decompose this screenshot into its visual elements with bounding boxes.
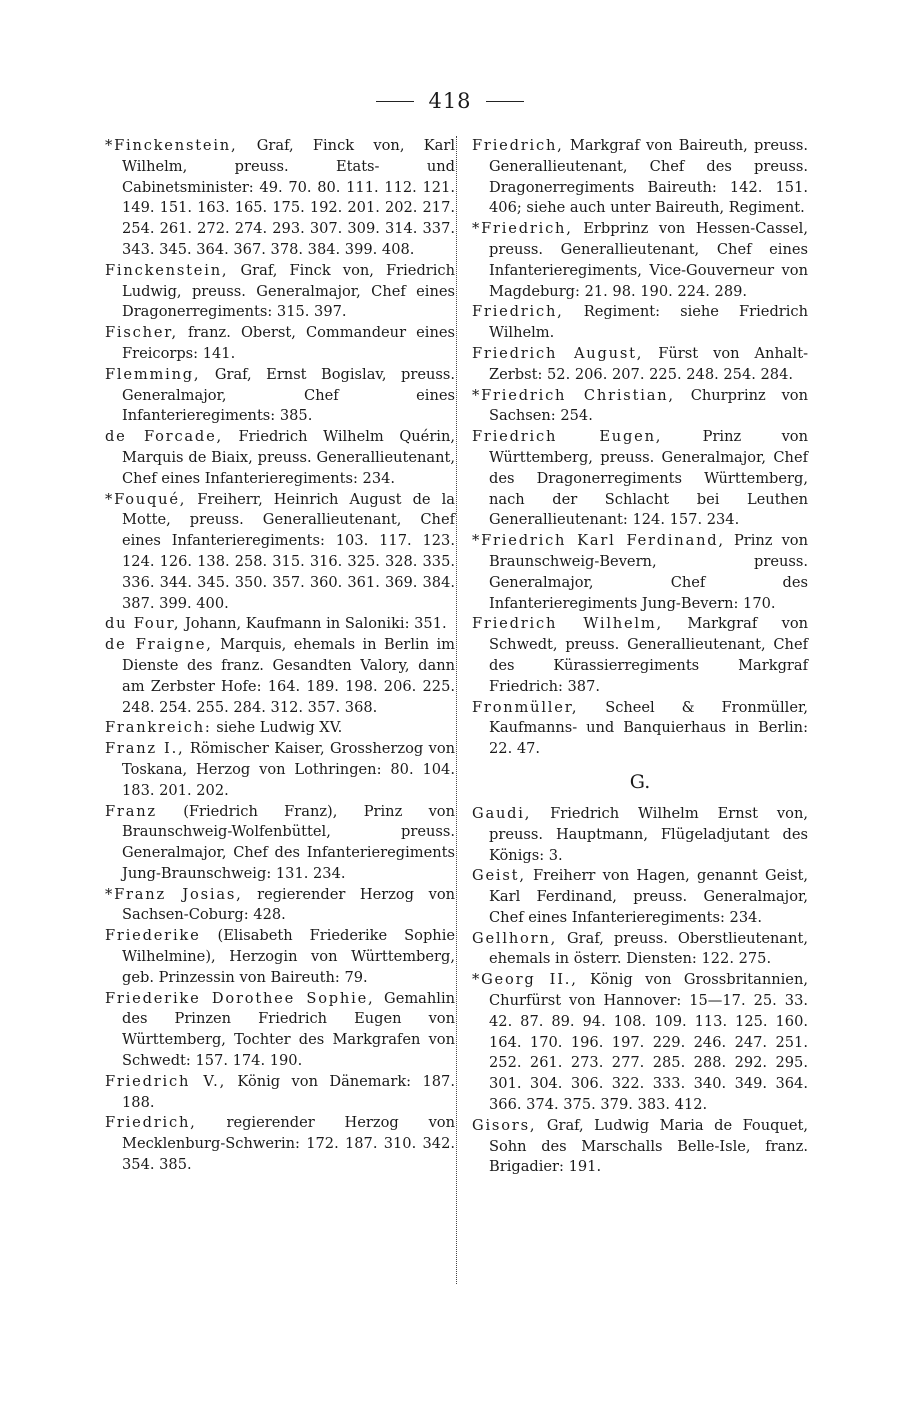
index-entry xyxy=(105,261,455,323)
entry-text: (Friedrich Franz), Prinz von Braunschweig-Wolfenbüttel, preuss. Generalmajor, Chef des Infanterieregiments Jung-Braunschweig: 131. 234. xyxy=(122,802,455,882)
entry-name: Friedrich V., xyxy=(105,1072,227,1090)
entry-name: de Fraigne, xyxy=(105,636,213,654)
index-entry xyxy=(105,490,455,615)
page-header xyxy=(0,86,900,116)
entry-name: Friedrich Wilhelm, xyxy=(472,615,663,633)
entry-name: Friedrich, xyxy=(472,303,564,321)
entry-text: Regiment: siehe Friedrich Wilhelm. xyxy=(489,303,808,342)
entry-text: Markgraf von Schwedt, preuss. Generallieutenant, Chef des Kürassierregiments Markgraf Friedrich: 387. xyxy=(489,615,809,695)
header-dash-left xyxy=(376,101,414,102)
entry-name: Franz I., xyxy=(105,740,185,758)
entry-name: *Georg II., xyxy=(472,971,578,989)
entry-name: *Friedrich, xyxy=(472,220,573,238)
index-entry xyxy=(472,929,808,971)
entry-text: (Elisabeth Friederike Sophie Wilhelmine), Herzogin von Württemberg, geb. Prinzessin von Baireuth: 79. xyxy=(122,927,455,986)
entry-name: Gellhorn, xyxy=(472,929,558,947)
entry-name: Gaudi, xyxy=(472,804,532,822)
entry-name: *Friedrich Christian, xyxy=(472,386,675,404)
entry-text: Graf, Finck von, Karl Wilhelm, preuss. Etats- und Cabinetsminister: 49. 70. 80. 111. 112. 121. 149. 151. 163. 165. 175. 192. 201. 202. 217. 254. 261. 272. 274. 293. 307. 309. 314. 337. 343. 345. 364. 367. 378. 384. 399. 408. xyxy=(122,137,455,258)
index-entry xyxy=(472,386,808,428)
index-entry xyxy=(105,635,455,718)
entry-text: Marquis, ehemals in Berlin im Dienste des franz. Gesandten Valory, dann am Zerbster Hofe: 164. 189. 198. 206. 225. 248. 254. 255. 284. 312. 357. 368. xyxy=(122,636,455,716)
entry-name: Friedrich August, xyxy=(472,344,644,362)
index-entry xyxy=(472,970,808,1116)
entry-text: Friedrich Wilhelm Quérin, Marquis de Biaix, preuss. Generallieutenant, Chef eines Infanterieregiments: 234. xyxy=(122,428,455,487)
index-entry xyxy=(472,531,808,614)
entry-text: Markgraf von Baireuth, preuss. Generallieutenant, Chef des preuss. Dragonerregiments Baireuth: 142. 151. 406; siehe auch unter Baireuth, Regiment. xyxy=(489,137,808,217)
right-entries-g xyxy=(472,804,808,1178)
entry-text: Graf, Ernst Bogislav, preuss. Generalmajor, Chef eines Infanterieregiments: 385. xyxy=(122,365,455,425)
entry-name: Finckenstein, xyxy=(105,261,229,279)
entry-text: Friedrich Wilhelm Ernst von, preuss. Hauptmann, Flügeladjutant des Königs: 3. xyxy=(489,804,808,864)
index-entry xyxy=(105,427,455,489)
index-entry xyxy=(472,804,808,866)
index-entry xyxy=(105,1072,455,1114)
entry-text: Erbprinz von Hessen-Cassel, preuss. Generallieutenant, Chef eines Infanterieregiments, Vice-Gouverneur von Magdeburg: 21. 98. 190. 224. 289. xyxy=(489,220,808,300)
entry-text: Graf, Finck von, Friedrich Ludwig, preuss. Generalmajor, Chef eines Dragonerregiments: 315. 397. xyxy=(122,261,455,321)
entry-text: König von Dänemark: 187. 188. xyxy=(122,1072,455,1111)
entry-name: Fischer, xyxy=(105,324,178,342)
entry-text: regierender Herzog von Mecklenburg-Schwerin: 172. 187. 310. 342. 354. 385. xyxy=(122,1114,455,1174)
entry-name: de Forcade, xyxy=(105,428,223,446)
index-entry xyxy=(472,219,808,302)
index-entry xyxy=(472,302,808,344)
entry-text: Freiherr, Heinrich August de la Motte, preuss. Generallieutenant, Chef eines Infanterieregiments: 103. 117. 123. 124. 126. 138. 258. 315. 316. 325. 328. 335. 336. 344. 345. 350. 357. 360. 361. 369. 384. 387. 399. 400. xyxy=(122,490,455,612)
right-column xyxy=(472,136,808,1178)
entry-name: *Friedrich Karl Ferdinand, xyxy=(472,532,725,550)
index-entry xyxy=(472,698,808,760)
entry-name: Fronmüller, xyxy=(472,698,579,716)
entry-name: Friederike Dorothee Sophie, xyxy=(105,989,375,1007)
index-entry xyxy=(105,614,455,635)
entry-text: Fürst von Anhalt-Zerbst: 52. 206. 207. 225. 248. 254. 284. xyxy=(489,344,809,383)
index-entry xyxy=(472,136,808,219)
index-entry xyxy=(105,989,455,1072)
index-entry xyxy=(105,802,455,885)
index-entry xyxy=(472,427,808,531)
entry-name: Franz xyxy=(105,802,157,820)
column-divider xyxy=(456,136,457,1284)
header-dash-right xyxy=(486,101,524,102)
section-letter: G. xyxy=(629,770,651,793)
entry-text: Gemahlin des Prinzen Friedrich Eugen von Württemberg, Tochter des Markgrafen von Schwedt: 157. 174. 190. xyxy=(122,989,456,1070)
page-number: 418 xyxy=(428,89,472,113)
index-entry xyxy=(105,323,455,365)
index-entry xyxy=(472,344,808,386)
index-entry xyxy=(472,1116,808,1178)
left-column xyxy=(105,136,455,1176)
entry-text: siehe Ludwig XV. xyxy=(211,719,343,737)
entry-text: regierender Herzog von Sachsen-Coburg: 428. xyxy=(122,885,455,924)
entry-name: *Fouqué, xyxy=(105,490,187,508)
index-entry xyxy=(472,614,808,697)
index-entry xyxy=(105,926,455,988)
index-entry xyxy=(105,1113,455,1175)
index-entry xyxy=(105,365,455,427)
index-entry xyxy=(105,718,455,739)
entry-name: Gisors, xyxy=(472,1116,537,1134)
entry-text: Römischer Kaiser, Grossherzog von Toskana, Herzog von Lothringen: 80. 104. 183. 201. 202. xyxy=(122,740,456,799)
entry-text: Prinz von Braunschweig-Bevern, preuss. Generalmajor, Chef des Infanterieregiments Jung-Bevern: 170. xyxy=(489,532,808,612)
entry-text: Prinz von Württemberg, preuss. Generalmajor, Chef des Dragonerregiments Württemberg, nach der Schlacht bei Leuthen Generallieutenant: 124. 157. 234. xyxy=(489,428,808,529)
entry-name: du Four, xyxy=(105,615,181,633)
entry-name: Flemming, xyxy=(105,365,201,383)
entry-text: König von Grossbritannien, Churfürst von Hannover: 15—17. 25. 33. 42. 87. 89. 94. 108. 109. 113. 125. 160. 164. 170. 196. 197. 229. 246. 247. 251. 252. 261. 273. 277. 285. 288. 292. 295. 301. 304. 306. 322. 333. 340. 349. 364. 366. 374. 375. 379. 383. 412. xyxy=(489,971,808,1114)
entry-text: Scheel & Fronmüller, Kaufmanns- und Banquierhaus in Berlin: 22. 47. xyxy=(489,698,808,758)
index-entry xyxy=(105,885,455,927)
entry-name: Frankreich: xyxy=(105,719,212,737)
entry-text: Churprinz von Sachsen: 254. xyxy=(489,386,808,425)
entry-text: Freiherr von Hagen, genannt Geist, Karl Ferdinand, preuss. Generalmajor, Chef eines Infanterieregiments: 234. xyxy=(489,867,808,926)
entry-name: Friedrich, xyxy=(472,137,564,154)
entry-name: Friedrich, xyxy=(105,1114,197,1132)
entry-name: *Franz Josias, xyxy=(105,885,243,903)
entry-name: Friederike xyxy=(105,927,201,945)
index-entry xyxy=(105,739,455,801)
entry-text: franz. Oberst, Commandeur eines Freicorps: 141. xyxy=(122,324,455,362)
entry-text: Johann, Kaufmann in Saloniki: 351. xyxy=(180,615,447,633)
entry-name: Friedrich Eugen, xyxy=(472,428,663,446)
entry-text: Graf, preuss. Oberstlieutenant, ehemals in österr. Diensten: 122. 275. xyxy=(489,929,808,968)
entry-name: Geist, xyxy=(472,867,526,885)
index-entry xyxy=(105,136,455,261)
entry-name: *Finckenstein, xyxy=(105,137,238,154)
entry-text: Graf, Ludwig Maria de Fouquet, Sohn des Marschalls Belle-Isle, franz. Brigadier: 191. xyxy=(489,1116,808,1176)
index-entry xyxy=(472,866,808,928)
right-entries-f xyxy=(472,136,808,760)
